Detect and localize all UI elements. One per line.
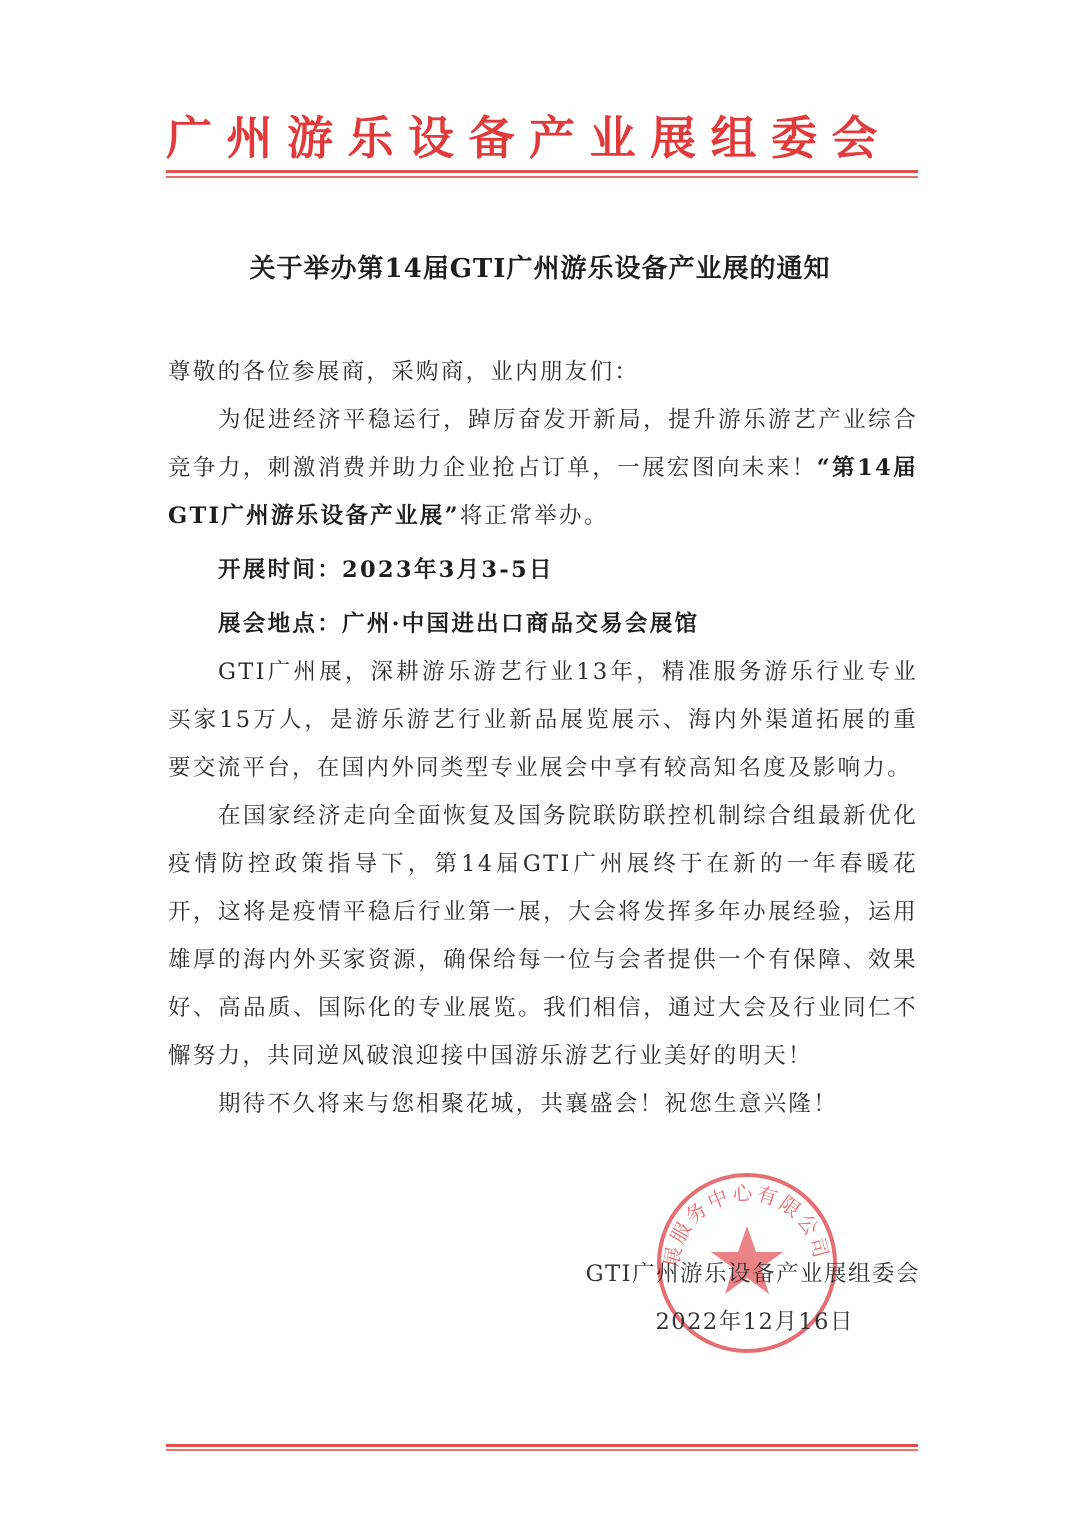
signature-organization: GTI广州游乐设备产业展组委会 [585, 1261, 920, 1287]
closing-line: 期待不久将来与您相聚花城，共襄盛会！祝您生意兴隆！ [218, 1091, 839, 1117]
paragraph-outlook: 在国家经济走向全面恢复及国务院联防联控机制综合组最新优化疫情防控政策指导下，第14届GTI广州展终于在新的一年春暖花开，这将是疫情平稳后行业第一展，大会将发挥多年办展经验，运用雄厚的海内外买家资源，确保给每一位与会者提供一个有保障、效果好、高品质、国际化的专业展览。我们相信，通过大会及行业同仁不懈努力，共同逆风破浪迎接中国游乐游艺行业美好的明天！ [168, 803, 918, 1069]
footer-rule-top [166, 1444, 918, 1447]
letterhead-organization: 广州游乐设备产业展组委会 [166, 111, 892, 165]
intro-text: 为促进经济平稳运行，踔厉奋发开新局，提升游乐游艺产业综合竞争力，刺激消费并助力企业抢占订单，一展宏图向未来！ [168, 407, 918, 481]
time-value: 2023年3月3-5日 [342, 557, 554, 583]
letterhead-rule-thick [166, 170, 918, 173]
signature-block [560, 1250, 920, 1346]
exhibition-venue [168, 600, 918, 648]
svg-text:展服务中心有限公司: 展服务中心有限公司 [659, 1180, 835, 1269]
footer-rule-bottom [166, 1449, 918, 1451]
salutation: 尊敬的各位参展商，采购商，业内朋友们： [168, 359, 640, 385]
venue-value: 广州·中国进出口商品交易会展馆 [342, 611, 700, 637]
exhibition-name-emphasis: “第14届GTI广州游乐设备产业展” [168, 455, 918, 529]
letterhead [166, 100, 918, 180]
time-label: 开展时间： [218, 557, 343, 583]
paragraph-about: GTI广州展，深耕游乐游艺行业13年，精准服务游乐行业专业买家15万人，是游乐游艺行业新品展览展示、海内外渠道拓展的重要交流平台，在国内外同类型专业展会中享有较高知名度及影响力。 [168, 659, 918, 781]
paragraph-intro [168, 396, 918, 540]
venue-label: 展会地点： [218, 611, 343, 637]
intro-end-text: 将正常举办。 [459, 503, 609, 529]
signature-date: 2022年12月16日 [655, 1309, 854, 1335]
letterhead-rule-thin [166, 176, 918, 178]
letter-body [168, 348, 918, 1128]
exhibition-time [168, 546, 918, 594]
notice-title: 关于举办第14届GTI广州游乐设备产业展的通知 [249, 254, 831, 284]
footer-rules [166, 1444, 918, 1454]
